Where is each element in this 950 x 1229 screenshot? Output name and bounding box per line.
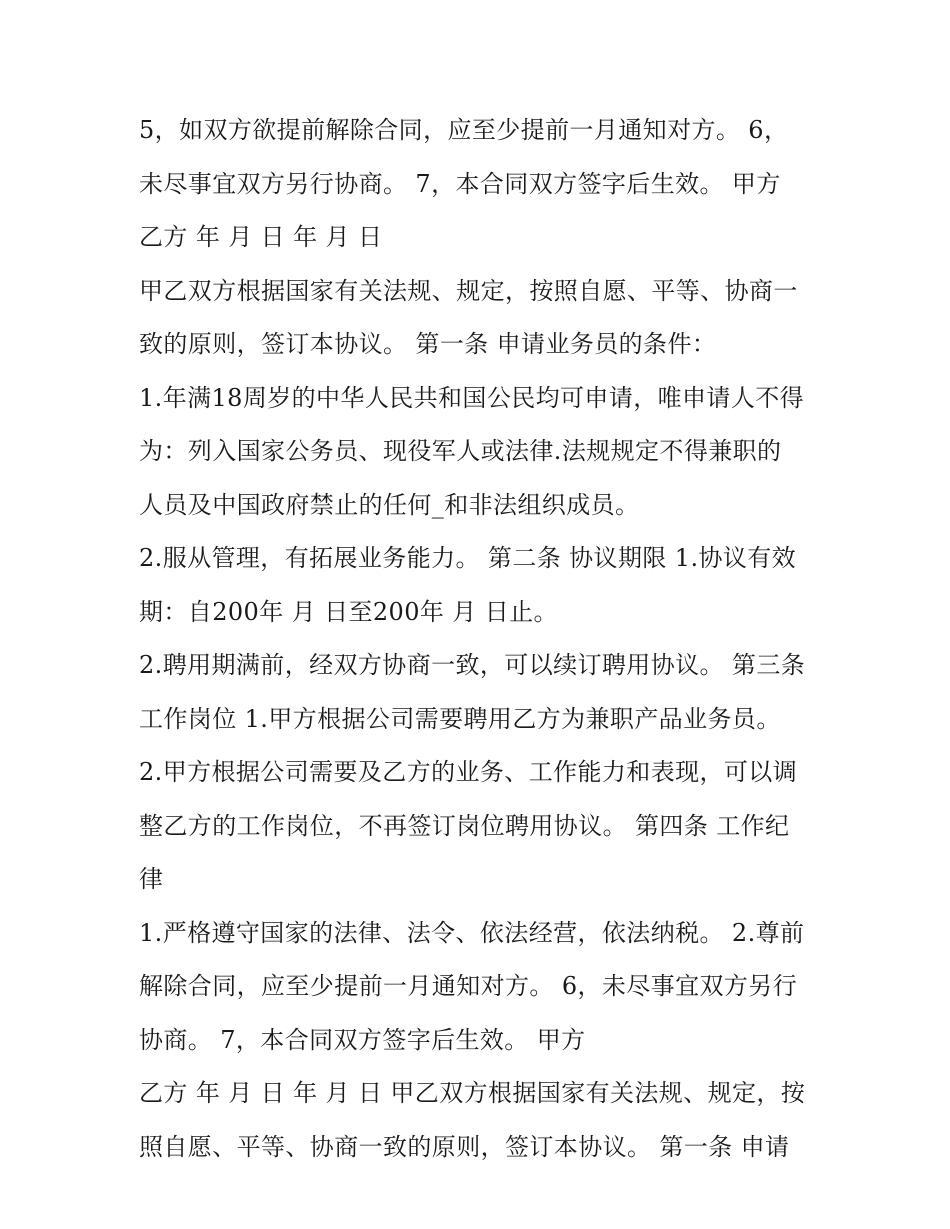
text-line: 1.年满18周岁的中华人民共和国公民均可申请，唯申请人不得 (139, 383, 805, 412)
text-line: 为：列入国家公务员、现役军人或法律.法规规定不得兼职的 (139, 437, 782, 465)
text-line: 乙方 年 月 日 年 月 日 (139, 223, 383, 251)
text-line: 照自愿、平等、协商一致的原则，签订本协议。 第一条 申请 (139, 1132, 790, 1161)
text-line: 1.严格遵守国家的法律、法令、依法经营，依法纳税。 2.尊前 (139, 918, 805, 947)
text-line: 5，如双方欲提前解除合同，应至少提前一月通知对方。 6， (139, 116, 789, 144)
text-line: 甲乙双方根据国家有关法规、规定，按照自愿、平等、协商一 (139, 276, 798, 305)
text-line: 人员及中国政府禁止的任何_和非法组织成员。 (139, 490, 640, 519)
text-line: 致的原则，签订本协议。 第一条 申请业务员的条件： (139, 330, 717, 358)
text-line: 整乙方的工作岗位，不再签订岗位聘用协议。 第四条 工作纪 (139, 811, 790, 840)
text-line: 解除合同，应至少提前一月通知对方。 6，未尽事宜双方另行 (139, 972, 798, 1000)
document-body (139, 109, 819, 1179)
text-line: 2.聘用期满前，经双方协商一致，可以续订聘用协议。 第三条 (139, 651, 806, 679)
text-line: 期：自200年 月 日至200年 月 日止。 (139, 597, 558, 626)
text-line: 2.甲方根据公司需要及乙方的业务、工作能力和表现，可以调 (139, 758, 798, 786)
text-line: 律 (139, 865, 164, 893)
text-line: 未尽事宜双方另行协商。 7，本合同双方签字后生效。 甲方 (139, 169, 781, 198)
text-line: 2.服从管理，有拓展业务能力。 第二条 协议期限 1.协议有效 (139, 544, 797, 572)
text-line: 协商。 7，本合同双方签字后生效。 甲方 (139, 1025, 586, 1054)
text-line: 工作岗位 1.甲方根据公司需要聘用乙方为兼职产品业务员。 (139, 704, 781, 733)
text-line: 乙方 年 月 日 年 月 日 甲乙双方根据国家有关法规、规定，按 (139, 1079, 806, 1107)
